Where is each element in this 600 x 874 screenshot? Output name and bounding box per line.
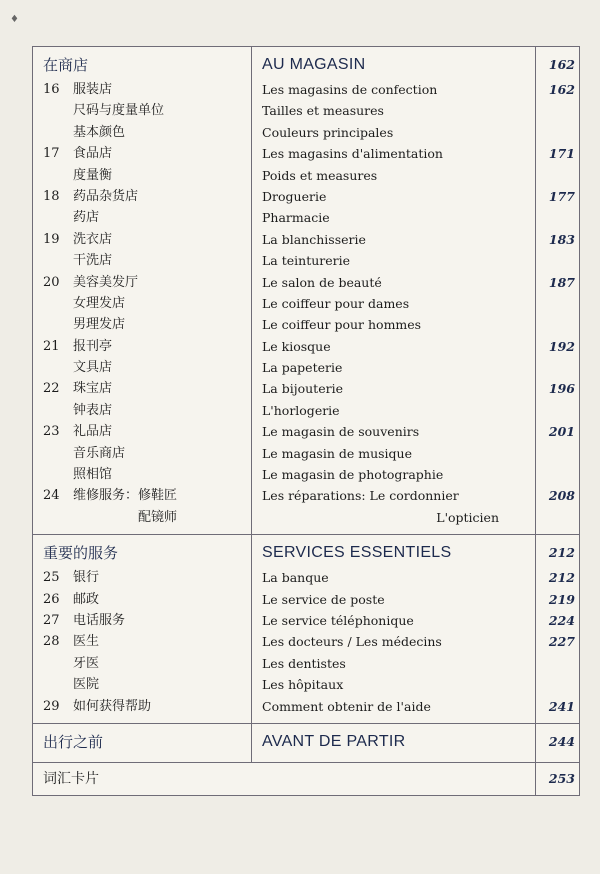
chapter-page-number[interactable]: 162 xyxy=(548,82,575,97)
chapter-page-number[interactable] xyxy=(536,443,575,464)
chinese-column xyxy=(33,724,252,762)
chapter-title-zh[interactable]: 洗衣店 xyxy=(73,231,113,247)
page-column xyxy=(536,724,579,762)
chapter-number: 21 xyxy=(43,338,60,354)
chapter-number xyxy=(43,674,73,695)
chapter-page-number[interactable]: 212 xyxy=(548,570,575,586)
chapter-title-fr[interactable]: Le coiffeur pour dames xyxy=(262,295,410,311)
vocab-section xyxy=(33,763,579,795)
page-column xyxy=(536,535,579,723)
chapter-number: 20 xyxy=(43,274,60,290)
chapter-title-fr[interactable]: Le salon de beauté xyxy=(262,274,382,290)
chapter-zh-row xyxy=(43,186,251,207)
chapter-title-fr[interactable]: La papeterie xyxy=(262,360,343,376)
chapter-title-zh[interactable]: 珠宝店 xyxy=(73,381,113,397)
chapter-title-zh[interactable]: 牙医 xyxy=(73,655,100,671)
chapter-page-number[interactable] xyxy=(536,507,575,528)
chapter-title-fr[interactable]: Droguerie xyxy=(262,188,327,204)
chapter-title-zh[interactable]: 照相馆 xyxy=(73,467,113,483)
chapter-page-number[interactable]: 187 xyxy=(548,274,575,290)
chapter-number: 27 xyxy=(43,612,60,628)
chapter-zh-row xyxy=(43,122,251,143)
chapter-zh-row xyxy=(43,100,251,121)
chapter-zh-row xyxy=(43,79,251,100)
chapter-zh-row xyxy=(43,336,251,357)
chapter-number xyxy=(43,293,73,314)
chapter-zh-row xyxy=(43,400,251,421)
chapter-zh-row xyxy=(43,610,251,631)
chapter-title-zh[interactable]: 报刊亭 xyxy=(73,338,113,354)
vocab-page-number[interactable]: 253 xyxy=(548,770,575,786)
chapter-title-zh[interactable]: 基本颜色 xyxy=(73,124,126,140)
chapter-page-number[interactable] xyxy=(536,314,575,335)
chapter-zh-row xyxy=(43,589,251,610)
section-page-number[interactable]: 162 xyxy=(548,57,575,72)
chapter-zh-row xyxy=(43,464,251,485)
chapter-title-fr[interactable]: Les magasins d'alimentation xyxy=(262,146,443,162)
chapter-zh-row xyxy=(43,653,251,674)
chapter-number: 26 xyxy=(43,591,60,607)
chapter-page-number[interactable] xyxy=(536,207,575,228)
chapter-page-number[interactable]: 227 xyxy=(548,634,575,650)
chapter-page-number[interactable]: 183 xyxy=(548,231,575,247)
french-column xyxy=(252,724,536,762)
chapter-title-fr[interactable]: Les hôpitaux xyxy=(262,677,344,693)
chinese-column xyxy=(33,535,252,723)
chapter-number xyxy=(43,443,73,464)
chapter-title-fr[interactable]: La bijouterie xyxy=(262,381,343,397)
section-title-fr: AVANT DE PARTIR xyxy=(262,732,406,750)
chapter-page-number[interactable]: 192 xyxy=(548,338,575,354)
chapter-title-fr[interactable]: La teinturerie xyxy=(262,253,351,269)
chapter-title-fr[interactable]: Couleurs principales xyxy=(262,124,394,140)
chapter-title-fr[interactable]: Les magasins de confection xyxy=(262,82,438,97)
chapter-page-number[interactable] xyxy=(536,400,575,421)
chapter-zh-row xyxy=(43,567,251,588)
chapter-title-zh[interactable]: 银行 xyxy=(73,570,100,586)
chapter-title-zh[interactable]: 音乐商店 xyxy=(73,445,126,461)
chapter-page-number[interactable]: 224 xyxy=(548,612,575,628)
chapter-zh-row xyxy=(43,293,251,314)
chapter-number xyxy=(43,165,73,186)
section-page-number[interactable]: 212 xyxy=(548,545,575,561)
chapter-title-fr[interactable]: Poids et measures xyxy=(262,167,378,183)
corner-mark: ♦ xyxy=(10,14,19,25)
chapter-title-zh[interactable]: 食品店 xyxy=(73,146,113,162)
chapter-page-number[interactable] xyxy=(536,674,575,695)
chapter-title-zh[interactable]: 服装店 xyxy=(73,82,113,97)
chapter-title-zh[interactable]: 药品杂货店 xyxy=(73,188,139,204)
chapter-title-zh[interactable]: 礼品店 xyxy=(73,424,113,440)
chapter-title-fr[interactable]: Le magasin de photographie xyxy=(262,467,444,483)
chapter-number: 23 xyxy=(43,424,60,440)
chapter-zh-row xyxy=(43,674,251,695)
chapter-page-number[interactable] xyxy=(536,357,575,378)
chapter-title-zh[interactable]: 干洗店 xyxy=(73,253,113,269)
chapter-title-zh[interactable]: 药店 xyxy=(73,210,100,226)
chapter-page-number[interactable]: 208 xyxy=(548,488,575,504)
chapter-page-number[interactable]: 171 xyxy=(548,146,575,162)
chapter-title-fr[interactable]: La banque xyxy=(262,570,329,586)
chapter-title-fr[interactable]: Les dentistes xyxy=(262,655,346,671)
chapter-page-number[interactable]: 241 xyxy=(548,698,575,714)
chapter-number xyxy=(43,357,73,378)
toc-section xyxy=(33,724,579,763)
chapter-number xyxy=(43,464,73,485)
chapter-title-fr[interactable]: La blanchisserie xyxy=(262,231,366,247)
chapter-title-zh[interactable]: 医生 xyxy=(73,634,100,650)
chapter-title-fr[interactable]: L'horlogerie xyxy=(262,402,340,418)
section-title-zh: 在商店 xyxy=(43,56,89,74)
chapter-zh-row xyxy=(43,314,251,335)
chapter-zh-row xyxy=(43,357,251,378)
chapter-page-number[interactable]: 219 xyxy=(548,591,575,607)
chapter-zh-row xyxy=(43,229,251,250)
chinese-column xyxy=(33,47,252,534)
chapter-page-number[interactable]: 201 xyxy=(548,424,575,440)
chapter-title-zh[interactable]: 钟表店 xyxy=(73,402,113,418)
chapter-page-number[interactable] xyxy=(536,100,575,121)
french-column xyxy=(252,535,536,723)
chapter-zh-row xyxy=(43,207,251,228)
chapter-title-fr[interactable]: Pharmacie xyxy=(262,210,330,226)
chapter-title-zh[interactable]: 女理发店 xyxy=(73,295,126,311)
chapter-page-number[interactable] xyxy=(536,250,575,271)
chapter-title-zh[interactable]: 度量衡 xyxy=(73,167,113,183)
section-title-fr: SERVICES ESSENTIELS xyxy=(262,544,452,562)
section-page-number[interactable]: 244 xyxy=(548,733,575,749)
chapter-title-zh[interactable]: 尺码与度量单位 xyxy=(73,103,165,119)
chapter-title-fr[interactable]: Le coiffeur pour hommes xyxy=(262,317,422,333)
chapter-title-zh[interactable]: 维修服务：修鞋匠 xyxy=(73,488,178,504)
chapter-title-fr[interactable]: Les réparations: Le cordonnier xyxy=(262,488,459,504)
chapter-zh-row xyxy=(43,250,251,271)
chapter-number xyxy=(43,250,73,271)
chapter-title-fr[interactable]: Le magasin de souvenirs xyxy=(262,424,420,440)
chapter-title-fr[interactable]: Le magasin de musique xyxy=(262,445,413,461)
chapter-page-number[interactable]: 196 xyxy=(548,381,575,397)
chapter-number xyxy=(43,507,73,528)
chapter-number xyxy=(43,400,73,421)
page-column xyxy=(536,47,579,534)
chapter-title-fr[interactable]: Comment obtenir de l'aide xyxy=(262,698,431,714)
chapter-title-fr[interactable]: Le service de poste xyxy=(262,591,385,607)
vocab-cards-label[interactable]: 词汇卡片 xyxy=(33,763,536,795)
chapter-zh-row xyxy=(43,443,251,464)
french-column xyxy=(252,47,536,534)
chapter-number: 25 xyxy=(43,570,60,586)
chapter-title-zh[interactable]: 男理发店 xyxy=(73,317,126,333)
chapter-number xyxy=(43,653,73,674)
chapter-zh-row xyxy=(43,143,251,164)
chapter-number: 17 xyxy=(43,146,60,162)
chapter-page-number[interactable] xyxy=(536,165,575,186)
chapter-number xyxy=(43,100,73,121)
chapter-title-zh[interactable]: 如何获得帮助 xyxy=(73,698,152,714)
chapter-title-fr[interactable]: Le kiosque xyxy=(262,338,331,354)
chapter-number: 22 xyxy=(43,381,60,397)
chapter-number xyxy=(43,207,73,228)
chapter-title-zh[interactable]: 医院 xyxy=(73,677,100,693)
chapter-zh-row xyxy=(43,272,251,293)
chapter-zh-row xyxy=(43,485,251,506)
chapter-number: 16 xyxy=(43,82,60,97)
chapter-page-number[interactable] xyxy=(536,464,575,485)
chapter-page-number[interactable] xyxy=(536,653,575,674)
chapter-number xyxy=(43,314,73,335)
chapter-title-zh[interactable]: 配镜师 xyxy=(73,509,178,525)
chapter-title-zh[interactable]: 邮政 xyxy=(73,591,100,607)
chapter-title-fr[interactable]: L'opticien xyxy=(436,509,499,525)
chapter-title-zh[interactable]: 美容美发厅 xyxy=(73,274,139,290)
chapter-title-zh[interactable]: 电话服务 xyxy=(73,612,126,628)
section-title-zh: 出行之前 xyxy=(43,732,104,751)
chapter-zh-row xyxy=(43,507,251,528)
chapter-number xyxy=(43,122,73,143)
section-title-fr: AU MAGASIN xyxy=(262,56,366,73)
chapter-zh-row xyxy=(43,631,251,652)
chapter-title-zh[interactable]: 文具店 xyxy=(73,360,113,376)
toc-section xyxy=(33,535,579,724)
chapter-number: 18 xyxy=(43,188,60,204)
chapter-number: 24 xyxy=(43,488,60,504)
chapter-zh-row xyxy=(43,378,251,399)
section-title-zh: 重要的服务 xyxy=(43,544,119,563)
chapter-zh-row xyxy=(43,165,251,186)
chapter-number: 19 xyxy=(43,231,60,247)
chapter-zh-row xyxy=(43,696,251,717)
chapter-title-fr[interactable]: Le service téléphonique xyxy=(262,612,414,628)
chapter-title-fr[interactable]: Les docteurs / Les médecins xyxy=(262,634,442,650)
chapter-title-fr[interactable]: Tailles et measures xyxy=(262,103,384,119)
chapter-zh-row xyxy=(43,421,251,442)
chapter-page-number[interactable]: 177 xyxy=(548,188,575,204)
chapter-page-number[interactable] xyxy=(536,293,575,314)
table-of-contents xyxy=(32,46,580,796)
toc-section xyxy=(33,47,579,535)
chapter-number: 29 xyxy=(43,698,60,714)
chapter-number: 28 xyxy=(43,634,60,650)
chapter-page-number[interactable] xyxy=(536,122,575,143)
